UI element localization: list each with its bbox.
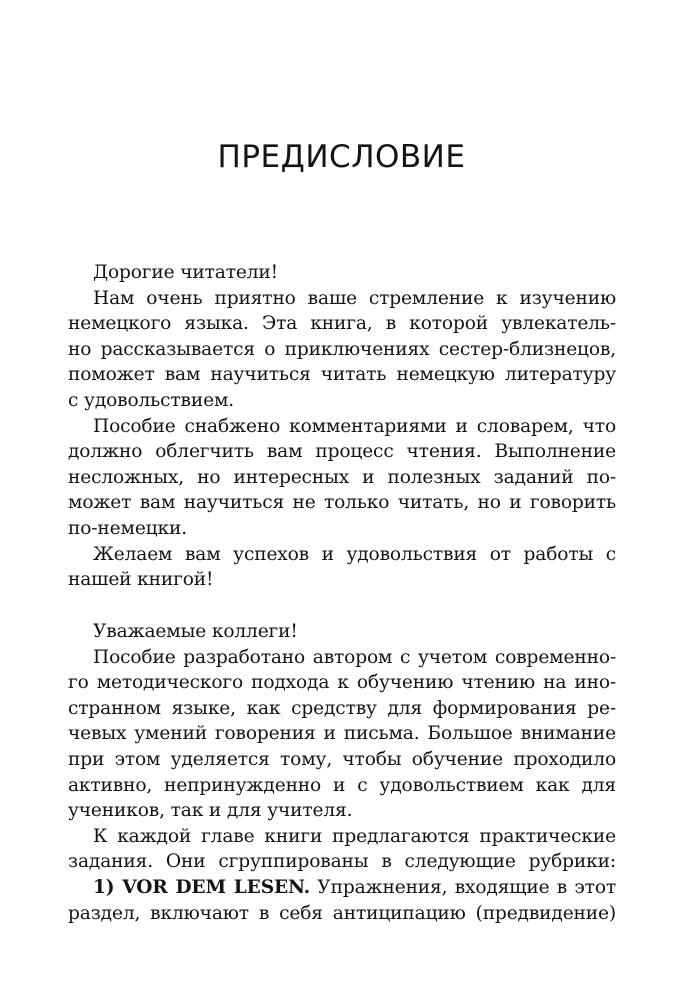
colleagues-section xyxy=(68,619,616,926)
text-line: Желаем вам успехов и удовольствия от работы с xyxy=(93,543,616,565)
text-line: может вам научиться не только читать, но и говорить xyxy=(68,492,616,514)
text-line: несложных, но интересных и полезных заданий по- xyxy=(68,466,616,488)
rubric-label: 1) VOR DEM LESEN. xyxy=(93,876,310,898)
text-line: по-немецки. xyxy=(68,517,187,539)
rubric-line xyxy=(68,875,616,901)
text-line: нашей книгой! xyxy=(68,569,214,591)
text-line: поможет вам научиться читать немецкую литературу xyxy=(68,364,616,386)
text-line: должно облегчить вам процесс чтения. Выполнение xyxy=(68,441,616,463)
text-line: Пособие разработано автором с учетом современно- xyxy=(93,646,616,668)
text-line: странном языке, как средству для формирования ре- xyxy=(68,697,616,719)
text-line: при этом уделяется тому, чтобы обучение проходило xyxy=(68,748,616,770)
text-line: немецкого языка. Эта книга, в которой увлекатель- xyxy=(68,313,616,335)
rubric-text: Упражнения, входящие в этот xyxy=(317,876,616,898)
text-line: го методического подхода к обучению чтению на ино- xyxy=(68,672,616,694)
page-title: ПРЕДИСЛОВИЕ xyxy=(217,139,466,175)
text-line: учеников, так и для учителя. xyxy=(68,800,353,822)
text-line: Дорогие читатели! xyxy=(93,262,278,283)
text-line: Пособие снабжено комментариями и словарем, что xyxy=(93,415,616,437)
text-line: задания. Они сгруппированы в следующие рубрики: xyxy=(68,851,616,873)
text-line: с удовольствием. xyxy=(68,389,235,411)
text-line: раздел, включают в себя антиципацию (предвидение) xyxy=(68,902,616,924)
text-line: но рассказывается о приключениях сестер-близнецов, xyxy=(68,338,616,360)
text-line: активно, непринужденно и с удовольствием как для xyxy=(68,774,616,796)
text-line: Уважаемые коллеги! xyxy=(93,621,298,642)
text-line: чевых умений говорения и письма. Большое внимание xyxy=(68,723,616,745)
readers-section xyxy=(68,260,616,593)
text-line: Нам очень приятно ваше стремление к изучению xyxy=(93,287,616,309)
text-line: К каждой главе книги предлагаются практические xyxy=(93,825,616,847)
